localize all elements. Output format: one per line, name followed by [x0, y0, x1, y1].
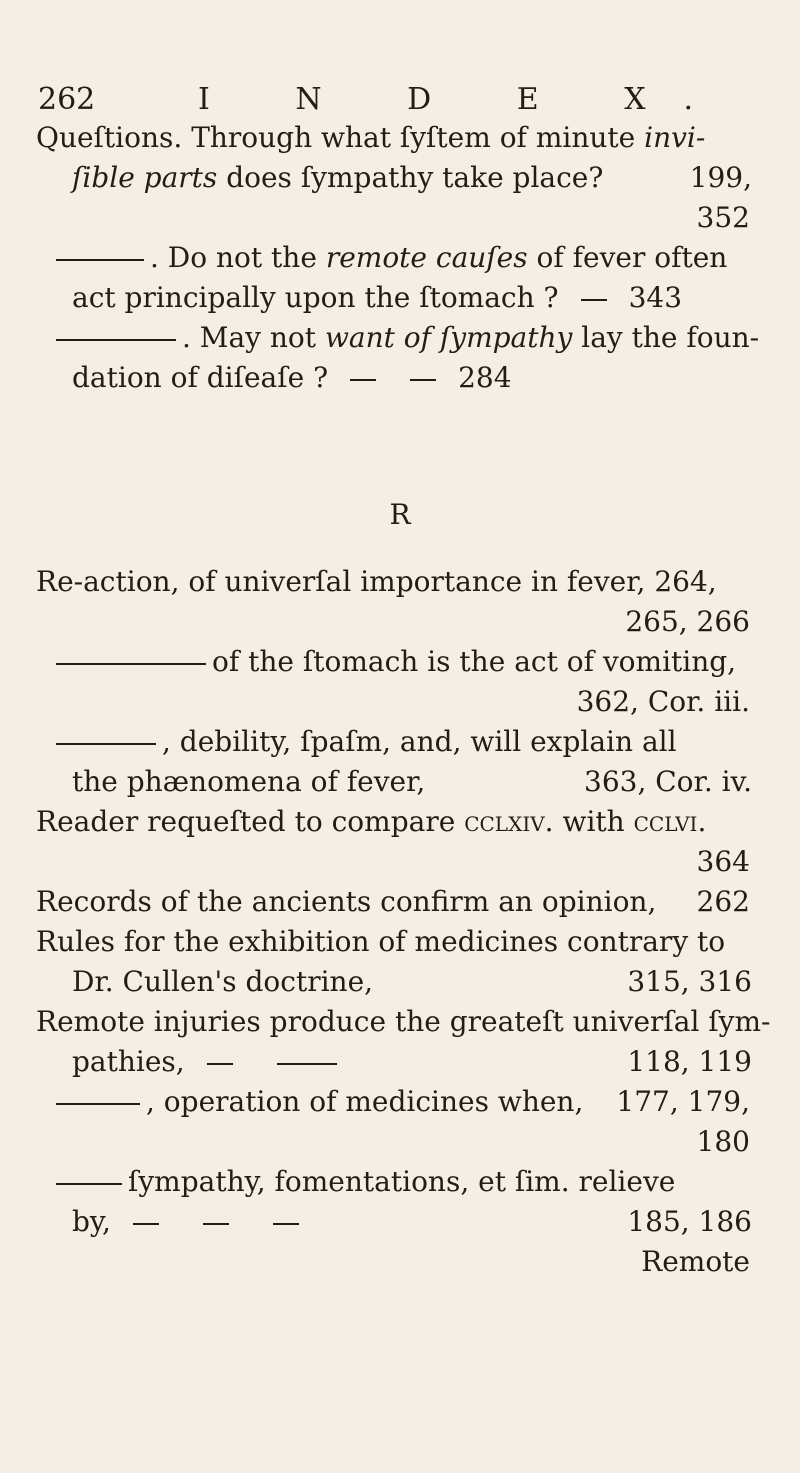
leader-dash	[203, 1223, 229, 1225]
entry-text: by,	[72, 1205, 111, 1238]
ditto-dash	[56, 663, 206, 665]
entry-italic: want of ſympathy	[324, 321, 573, 354]
index-entry-line	[56, 1082, 750, 1122]
index-entry-line	[56, 1162, 675, 1202]
ditto-dash	[56, 259, 144, 261]
entry-italic: remote cauſes	[325, 241, 528, 274]
index-entry-line	[56, 642, 736, 682]
entry-text: the phænomena of fever,	[72, 765, 426, 798]
entry-text: lay the foun-	[572, 321, 760, 354]
index-entry-line	[36, 118, 705, 158]
section-letter: R	[389, 498, 411, 531]
leader-dash	[133, 1223, 159, 1225]
leader-dash	[273, 1223, 299, 1225]
entry-text: with	[553, 805, 634, 838]
entry-text: of fever often	[527, 241, 728, 274]
entry-text: . Do not the	[150, 241, 326, 274]
entry-text: , operation of medicines when,	[146, 1085, 584, 1118]
index-entry-line	[56, 318, 759, 358]
entry-text: pathies,	[72, 1045, 185, 1078]
index-entry-line	[72, 1042, 752, 1082]
page-ref: 364	[696, 845, 750, 878]
page-ref: 177, 179,	[616, 1085, 750, 1118]
leader-dash	[581, 299, 607, 301]
ditto-dash	[56, 1103, 140, 1105]
ditto-dash	[56, 339, 176, 341]
page-ref: 180	[696, 1125, 750, 1158]
entry-text: . May not	[182, 321, 325, 354]
index-entry-line: Rules for the exhibition of medicines contrary to	[36, 925, 726, 958]
entry-text: of the ſtomach is the act of vomiting,	[212, 645, 737, 678]
entry-text: Queſtions. Through what ſyſtem of minute	[36, 121, 645, 154]
ditto-dash	[56, 743, 156, 745]
page-ref: 265, 266	[625, 605, 750, 638]
entry-text: dation of diſeaſe ?	[72, 361, 329, 394]
page-header	[38, 82, 758, 122]
page-ref: 343	[628, 281, 683, 314]
page-ref: 352	[696, 201, 750, 234]
entry-text: Records of the ancients confirm an opinion,	[36, 885, 657, 918]
page-ref: 185, 186	[627, 1205, 752, 1238]
index-entry-line: Re-action, of univerſal importance in fever, 264,	[36, 565, 717, 598]
entry-smallcaps: cclvi.	[633, 805, 707, 838]
index-entry-line	[72, 158, 752, 198]
index-entry-line	[56, 238, 727, 278]
index-entry-line	[36, 802, 706, 842]
entry-text: ſympathy, fomentations, et ſim. relieve	[128, 1165, 676, 1198]
entry-text: act principally upon the ſtomach ?	[72, 281, 559, 314]
running-title: I N D E X.	[198, 82, 732, 117]
index-entry-line: Remote injuries produce the greateſt univerſal ſym-	[36, 1005, 771, 1038]
index-entry-line	[72, 278, 752, 318]
index-entry-line	[72, 1202, 752, 1242]
entry-text: Dr. Cullen's doctrine,	[72, 965, 374, 998]
page-number: 262	[38, 82, 96, 117]
page-ref: 362, Cor. iii.	[576, 685, 750, 718]
page-ref: 199,	[689, 161, 752, 194]
entry-text: Reader requeſted to compare	[36, 805, 465, 838]
index-entry-line	[72, 762, 752, 802]
page-ref: 262	[696, 885, 750, 918]
leader-dash	[277, 1063, 337, 1065]
leader-dash	[410, 379, 436, 381]
index-entry-line	[36, 882, 750, 922]
index-entry-line	[72, 962, 752, 1002]
entry-italic: ſible parts	[72, 161, 218, 194]
leader-dash	[350, 379, 376, 381]
catchword: Remote	[641, 1245, 750, 1278]
page-ref: 315, 316	[627, 965, 752, 998]
index-entry-line	[72, 358, 752, 398]
entry-smallcaps: cclxiv.	[464, 805, 554, 838]
entry-italic: invi-	[644, 121, 706, 154]
entry-text: does ſympathy take place?	[217, 161, 604, 194]
page-ref: 118, 119	[627, 1045, 752, 1078]
leader-dash	[207, 1063, 233, 1065]
page-ref: 363, Cor. iv.	[584, 765, 752, 798]
index-entry-line	[56, 722, 677, 762]
entry-text: , debility, ſpaſm, and, will explain all	[162, 725, 677, 758]
page-ref: 284	[458, 361, 512, 394]
ditto-dash	[56, 1183, 122, 1185]
